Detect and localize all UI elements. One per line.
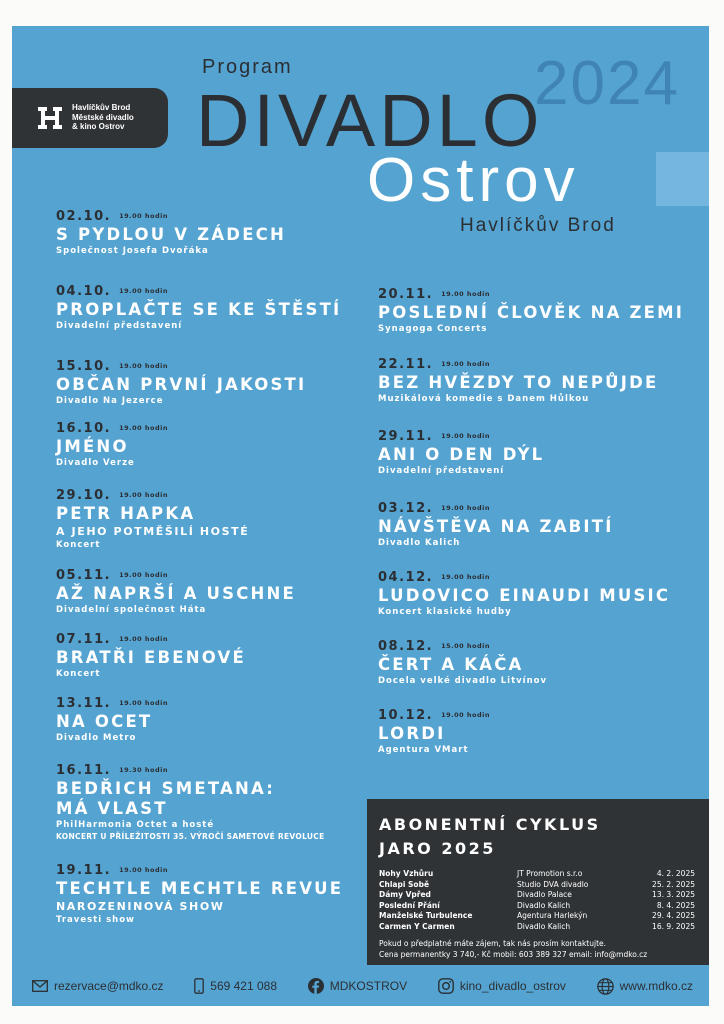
event-item xyxy=(56,762,325,843)
logo-line-3: & kino Ostrov xyxy=(72,122,125,131)
event-subtitle: Muzikálová komedie s Danem Hůlkou xyxy=(378,394,590,404)
phone-text: 569 421 088 xyxy=(210,979,278,993)
event-subtitle: Koncert xyxy=(56,540,101,550)
event-date: 22.11. 19.00 hodin xyxy=(378,357,490,372)
event-title: S PYDLOU V ZÁDECH xyxy=(56,225,286,244)
event-title: AŽ NAPRŠÍ A USCHNE xyxy=(56,584,297,603)
event-title: NÁVŠTĚVA NA ZABITÍ xyxy=(378,517,614,536)
event-item xyxy=(378,707,490,756)
event-title-2: MÁ VLAST xyxy=(56,799,168,818)
event-note: KONCERT U PŘÍLEŽITOSTI 35. VÝROČÍ SAMETOVÉ REVOLUCE xyxy=(56,832,325,841)
event-title: PROPLAČTE SE KE ŠTĚSTÍ xyxy=(56,300,342,319)
logo-mark-icon xyxy=(38,107,62,129)
event-title: ČERT A KÁČA xyxy=(378,655,524,674)
event-item xyxy=(56,487,249,551)
footer-web[interactable] xyxy=(597,978,693,995)
event-subtitle: Divadlo Kalich xyxy=(378,538,461,548)
footer-phone[interactable] xyxy=(194,978,277,994)
event-date: 10.12. 19.00 hodin xyxy=(378,708,490,723)
event-title: BEDŘICH SMETANA: xyxy=(56,779,276,798)
event-title: NA OCET xyxy=(56,712,153,731)
event-subtitle: Koncert xyxy=(56,669,101,679)
event-subtitle: Travesti show xyxy=(56,915,135,925)
event-subtitle: Divadlo Verze xyxy=(56,458,135,468)
subscription-row: Nohy Vzhůru JT Promotion s.r.o 4. 2. 2025 xyxy=(379,869,695,878)
event-item xyxy=(378,286,684,335)
subscription-box xyxy=(367,799,709,965)
event-item xyxy=(56,420,168,469)
event-item xyxy=(56,695,168,744)
footer-instagram[interactable] xyxy=(438,978,566,994)
event-subtitle: Divadlo Metro xyxy=(56,733,137,743)
event-subtitle: Společnost Josefa Dvořáka xyxy=(56,246,209,256)
event-date: 20.11. 19.00 hodin xyxy=(378,287,490,302)
email-text: rezervace@mdko.cz xyxy=(54,979,164,993)
logo-text xyxy=(72,103,134,132)
web-text: www.mdko.cz xyxy=(619,979,693,993)
logo-line-2: Městské divadlo xyxy=(72,112,134,122)
event-item xyxy=(56,631,246,680)
event-item xyxy=(378,569,670,618)
subscription-row: Manželské Turbulence Agentura Harlekýn 29. 4. 2025 xyxy=(379,911,695,920)
event-date: 07.11. 19.00 hodin xyxy=(56,632,168,647)
event-date: 13.11. 19.00 hodin xyxy=(56,696,168,711)
event-title: TECHTLE MECHTLE REVUE xyxy=(56,879,344,898)
event-item xyxy=(378,428,544,477)
globe-icon xyxy=(597,978,614,995)
event-subtitle-2: A JEHO POTMĚŠILÍ HOSTÉ xyxy=(56,525,250,538)
subscription-row: Poslední Přání Divadlo Kalich 8. 4. 2025 xyxy=(379,900,695,910)
footer xyxy=(12,966,709,1006)
event-subtitle: Divadelní představení xyxy=(378,466,505,476)
event-date: 16.11. 19.30 hodin xyxy=(56,763,168,778)
event-date: 02.10. 19.00 hodin xyxy=(56,209,168,224)
program-label: Program xyxy=(202,56,293,78)
event-title: BEZ HVĚZDY TO NEPŮJDE xyxy=(378,373,659,392)
year: 2024 xyxy=(534,49,680,118)
event-date: 15.10. 19.00 hodin xyxy=(56,359,168,374)
event-date: 16.10. 19.00 hodin xyxy=(56,421,168,436)
event-date: 05.11. 19.00 hodin xyxy=(56,568,168,583)
event-item xyxy=(56,208,286,257)
event-subtitle: Docela velké divadlo Litvínov xyxy=(378,676,548,686)
event-item xyxy=(378,500,614,549)
phone-icon xyxy=(194,978,204,994)
subscription-row: Carmen Y Carmen Divadlo Kalich 16. 9. 2025 xyxy=(379,921,695,931)
mail-icon xyxy=(32,980,48,992)
city: Havlíčkův Brod xyxy=(460,215,616,236)
event-title: LUDOVICO EINAUDI MUSIC xyxy=(378,586,671,605)
event-date: 03.12. 19.00 hodin xyxy=(378,501,490,516)
instagram-text: kino_divadlo_ostrov xyxy=(459,979,566,993)
event-date: 08.12. 15.00 hodin xyxy=(378,639,490,654)
subscription-row: Chlapi Sobě Studio DVA divadlo 25. 2. 2025 xyxy=(379,879,695,889)
event-subtitle: Divadelní společnost Háta xyxy=(56,605,207,615)
event-title: POSLEDNÍ ČLOVĚK NA ZEMI xyxy=(378,303,685,322)
event-date: 29.11. 19.00 hodin xyxy=(378,429,490,444)
event-item xyxy=(56,862,343,926)
facebook-text: MDKOSTROV xyxy=(329,979,408,993)
event-title: ANI O DEN DÝL xyxy=(378,445,545,464)
event-date: 19.11. 19.00 hodin xyxy=(56,863,168,878)
event-title: LORDI xyxy=(378,724,446,743)
event-subtitle: Divadelní představení xyxy=(56,321,183,331)
event-title: BRATŘI EBENOVÉ xyxy=(56,648,246,667)
event-title: PETR HAPKA xyxy=(56,504,196,523)
event-item xyxy=(56,567,296,616)
event-date: 29.10. 19.00 hodin xyxy=(56,488,168,503)
footer-email[interactable] xyxy=(32,979,164,993)
subscription-note: Pokud o předplatné máte zájem, tak nás prosím kontaktujte. Cena permanentky 3 740,- Kč mobil: 603 389 327 email: info@mdko.cz xyxy=(379,939,648,959)
subscription-title: ABONENTNÍ CYKLUS JARO 2025 xyxy=(379,815,601,858)
title-ostrov: Ostrov xyxy=(367,146,580,215)
event-item xyxy=(378,638,547,687)
event-subtitle: Divadlo Na Jezerce xyxy=(56,396,164,406)
event-date: 04.10. 19.00 hodin xyxy=(56,284,168,299)
event-item xyxy=(56,283,341,332)
event-subtitle: Koncert klasické hudby xyxy=(378,607,512,617)
event-title: JMÉNO xyxy=(56,437,129,456)
instagram-icon xyxy=(438,978,454,994)
poster xyxy=(12,26,709,996)
event-title: OBČAN PRVNÍ JAKOSTI xyxy=(56,375,307,394)
subscription-row: Dámy Vpřed Divadlo Palace 13. 3. 2025 xyxy=(379,890,695,899)
event-subtitle-2: NAROZENINOVÁ SHOW xyxy=(56,900,225,913)
event-subtitle: PhilHarmonia Octet a hosté xyxy=(56,820,215,830)
event-item xyxy=(378,356,658,405)
event-item xyxy=(56,358,306,407)
event-date: 04.12. 19.00 hodin xyxy=(378,570,490,585)
footer-facebook[interactable] xyxy=(308,978,407,994)
title-divadlo: DIVADLO xyxy=(196,79,544,162)
subscription-table xyxy=(379,869,695,932)
logo xyxy=(12,88,168,148)
decor-square xyxy=(656,152,709,206)
logo-line-1: Havlíčkův Brod xyxy=(72,103,131,112)
event-subtitle: Synagoga Concerts xyxy=(378,324,488,334)
facebook-icon xyxy=(308,978,324,994)
event-subtitle: Agentura VMart xyxy=(378,745,469,755)
